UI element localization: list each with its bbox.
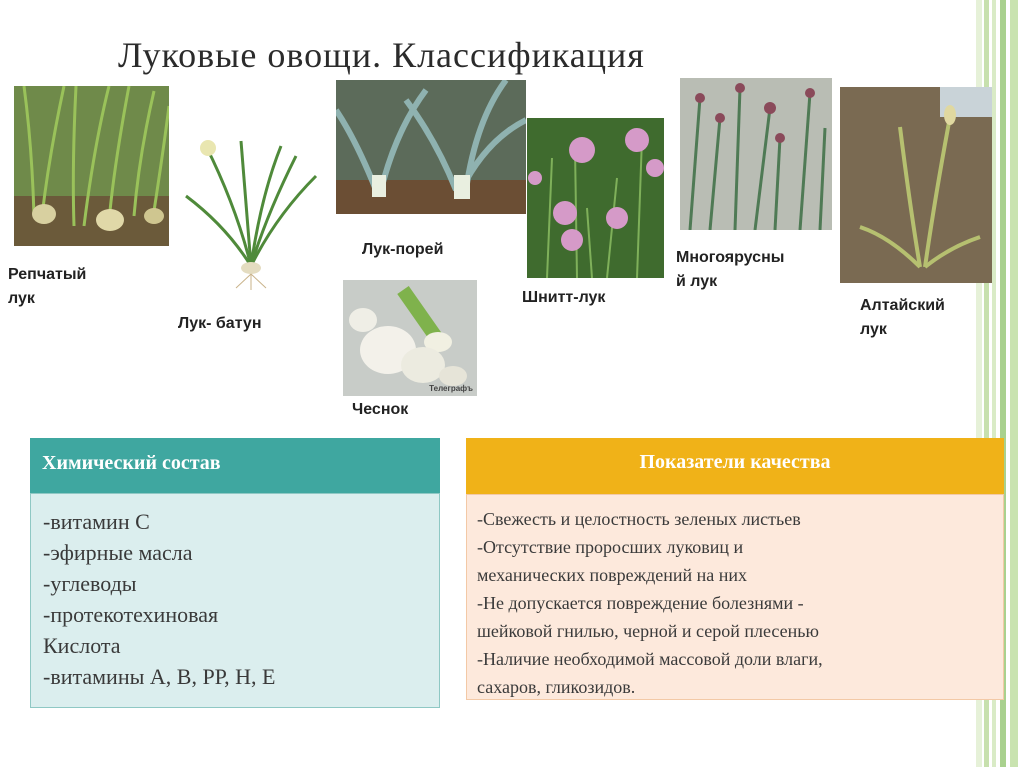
altai-onion-label: Алтайский лук: [860, 297, 945, 338]
welsh-onion-label: Лук- батун: [178, 315, 262, 332]
quality-item: -Наличие необходимой массовой доли влаги,: [477, 649, 823, 669]
chives-photo: [527, 118, 664, 278]
chemical-item: -витамин С: [43, 509, 150, 534]
chemical-heading: Химический состав: [30, 438, 440, 493]
quality-item: механических повреждений на них: [477, 565, 748, 585]
chemical-panel: [30, 438, 440, 708]
slide-title: Луковые овощи. Классификация: [118, 35, 645, 75]
chemical-item: -эфирные масла: [43, 540, 193, 565]
quality-item: -Свежесть и целостность зеленых листьев: [477, 509, 801, 529]
chives-label: Шнитт-лук: [522, 289, 606, 306]
altai-onion-photo: [840, 87, 992, 283]
garlic-label: Чеснок: [352, 401, 409, 418]
chemical-item: -витамины А, В, РР, Н, Е: [43, 664, 276, 689]
onion-bulb-photo: [14, 86, 169, 246]
welsh-onion-photo: [176, 136, 326, 292]
quality-item: сахаров, гликозидов.: [477, 677, 636, 697]
garlic-photo: [343, 280, 477, 396]
photo-watermark: Телеграфъ: [429, 384, 473, 393]
chemical-item: -протекотехиновая: [43, 602, 219, 627]
quality-item: -Не допускается повреждение болезнями -: [477, 593, 804, 613]
tree-onion-photo: [680, 78, 832, 230]
chemical-list: [30, 493, 440, 708]
quality-heading: Показатели качества: [466, 438, 1004, 494]
onion-bulb-label: Репчатый лук: [8, 266, 87, 307]
leek-label: Лук-порей: [362, 241, 444, 258]
quality-item: -Отсутствие проросших луковиц и: [477, 537, 744, 557]
quality-panel: [466, 438, 1004, 700]
chemical-item: Кислота: [43, 633, 121, 658]
chemical-item: -углеводы: [43, 571, 137, 596]
quality-list: [466, 494, 1004, 700]
quality-item: шейковой гнилью, черной и серой плесенью: [477, 621, 819, 641]
leek-photo: [336, 80, 526, 214]
tree-onion-label: Многоярусны й лук: [676, 249, 785, 290]
